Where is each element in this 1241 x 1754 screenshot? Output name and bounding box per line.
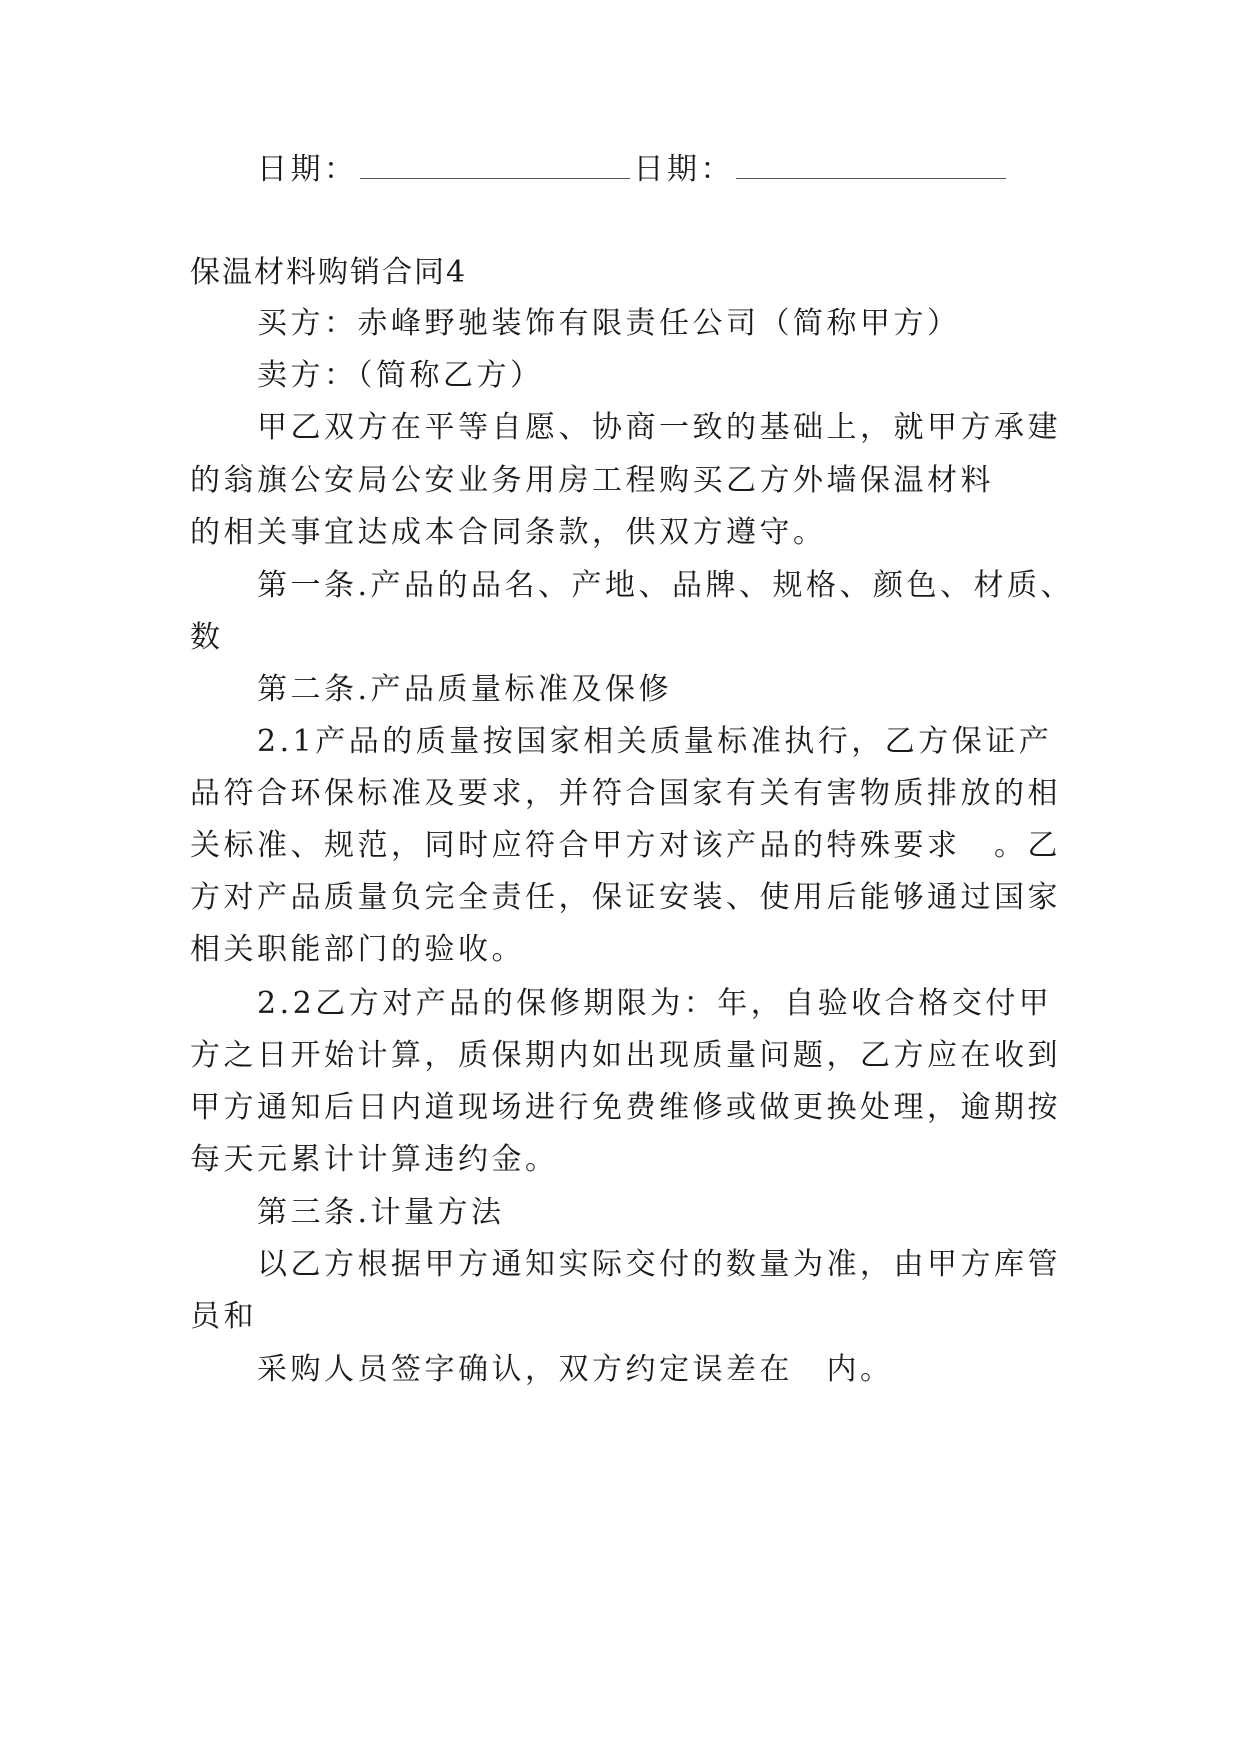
clause-2-1-line: 品符合环保标准及要求，并符合国家有关有害物质排放的相 <box>190 776 1061 811</box>
clause-2-1-line: 相关职能部门的验收。 <box>190 932 525 967</box>
intro-paragraph-line: 的翁旗公安局公安业务用房工程购买乙方外墙保温材料 <box>190 463 994 498</box>
article-3-line: 采购人员签字确认，双方约定误差在 内。 <box>257 1352 894 1387</box>
clause-2-1-line: 方对产品质量负完全责任，保证安装、使用后能够通过国家 <box>190 880 1061 915</box>
buyer-line: 买方：赤峰野驰装饰有限责任公司（简称甲方） <box>257 306 961 341</box>
clause-2-1-line: 2.1产品的质量按国家相关质量标准执行，乙方保证产 <box>257 724 1053 759</box>
date-blank-party-a[interactable] <box>360 152 630 179</box>
intro-paragraph-line: 甲乙双方在平等自愿、协商一致的基础上，就甲方承建 <box>257 410 1061 445</box>
article-1-line: 第一条.产品的品名、产地、品牌、规格、颜色、材质、 <box>257 568 1075 603</box>
clause-2-2-line: 每天元累计计算违约金。 <box>190 1142 559 1177</box>
contract-title: 保温材料购销合同4 <box>190 255 468 290</box>
article-3-line: 以乙方根据甲方通知实际交付的数量为准，由甲方库管 <box>257 1247 1061 1282</box>
date-label-party-b: 日期： <box>633 152 734 187</box>
clause-2-2-line: 甲方通知后日内道现场进行免费维修或做更换处理，逾期按 <box>190 1090 1061 1125</box>
article-1-line: 数 <box>190 620 224 655</box>
signature-date-row <box>257 150 1137 190</box>
date-label-party-a: 日期： <box>257 152 358 187</box>
article-3-line: 员和 <box>190 1299 257 1334</box>
date-blank-party-b[interactable] <box>736 152 1006 179</box>
intro-paragraph-line: 的相关事宜达成本合同条款，供双方遵守。 <box>190 515 827 550</box>
clause-2-2-line: 方之日开始计算，质保期内如出现质量问题，乙方应在收到 <box>190 1038 1061 1073</box>
seller-line: 卖方：（简称乙方） <box>257 358 544 393</box>
article-2-title: 第二条.产品质量标准及保修 <box>257 672 673 707</box>
clause-2-2-line: 2.2乙方对产品的保修期限为：年，自验收合格交付甲 <box>257 986 1053 1021</box>
clause-2-1-line: 关标准、规范，同时应符合甲方对该产品的特殊要求 。乙 <box>190 828 1061 863</box>
article-3-title: 第三条.计量方法 <box>257 1195 505 1230</box>
